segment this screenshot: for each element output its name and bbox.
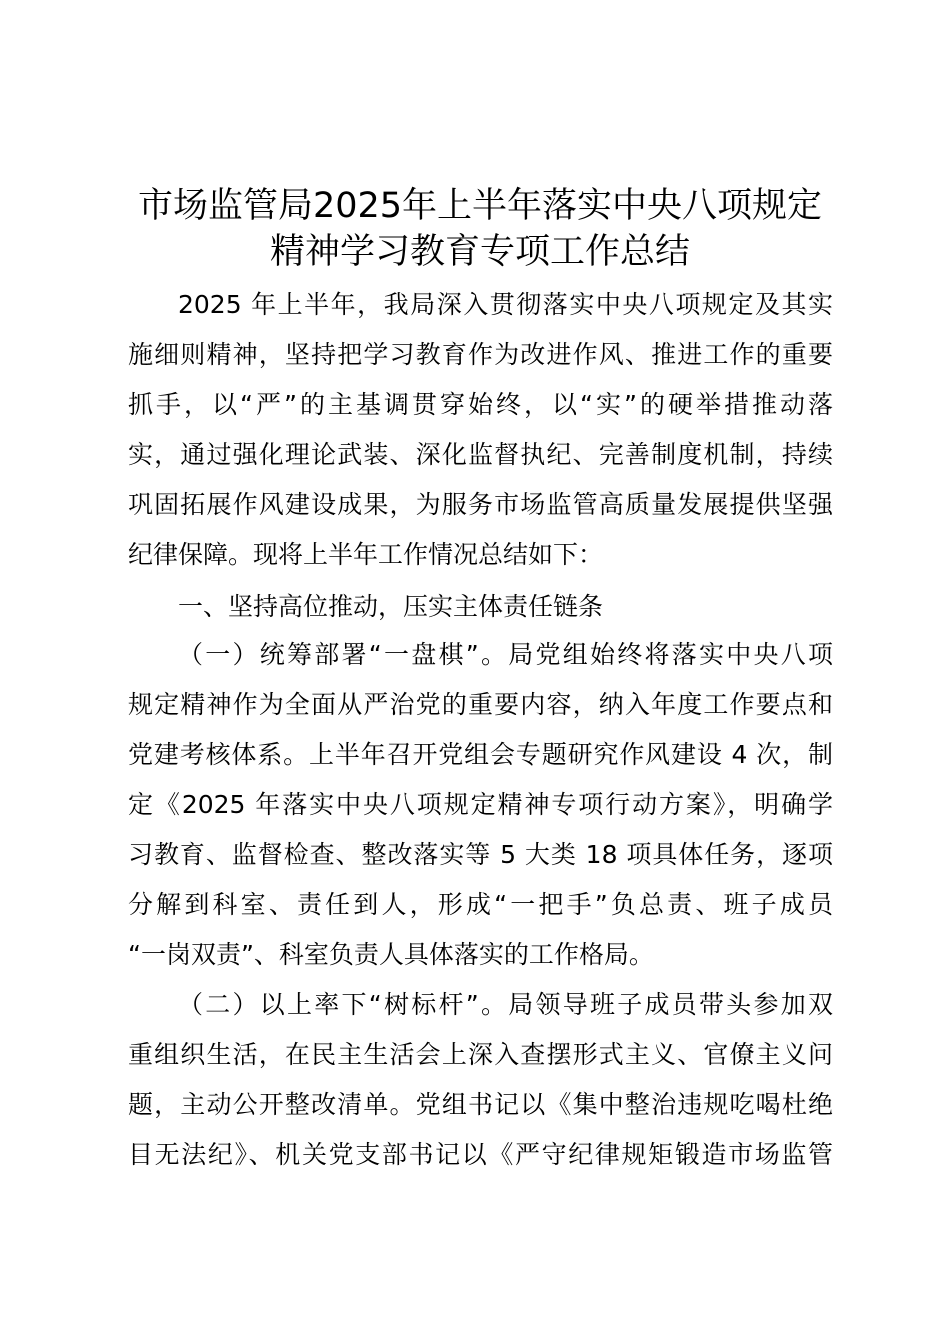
paragraph-2-line-3: 题，主动公开整改清单。党组书记以《集中整治违规吃喝杜绝 xyxy=(128,1090,833,1119)
paragraph-intro-line-2: 施细则精神，坚持把学习教育作为改进作风、推进工作的重要 xyxy=(128,340,833,369)
paragraph-1-line-4: 定《2025 年落实中央八项规定精神专项行动方案》，明确学 xyxy=(128,790,833,819)
paragraph-1-line-6: 分解到科室、责任到人，形成“一把手”负总责、班子成员 xyxy=(128,890,833,919)
paragraph-1-line-5: 习教育、监督检查、整改落实等 5 大类 18 项具体任务，逐项 xyxy=(128,840,833,869)
paragraph-intro-line-1: 2025 年上半年，我局深入贯彻落实中央八项规定及其实 xyxy=(178,290,833,319)
paragraph-2-line-4: 目无法纪》、机关党支部书记以《严守纪律规矩锻造市场监管 xyxy=(128,1140,833,1169)
document-title-line-2: 精神学习教育专项工作总结 xyxy=(269,232,690,272)
paragraph-1-line-3: 党建考核体系。上半年召开党组会专题研究作风建设 4 次，制 xyxy=(128,740,833,769)
paragraph-2-line-2: 重组织生活，在民主生活会上深入查摆形式主义、官僚主义问 xyxy=(128,1040,833,1069)
paragraph-intro-line-4: 实，通过强化理论武装、深化监督执纪、完善制度机制，持续 xyxy=(128,440,833,469)
paragraph-2-line-1: （二）以上率下“树标杆”。局领导班子成员带头参加双 xyxy=(178,990,833,1019)
paragraph-intro-line-3: 抓手，以“严”的主基调贯穿始终，以“实”的硬举措推动落 xyxy=(128,390,833,419)
paragraph-1-line-1: （一）统筹部署“一盘棋”。局党组始终将落实中央八项 xyxy=(178,640,833,669)
paragraph-intro-line-5: 巩固拓展作风建设成果，为服务市场监管高质量发展提供坚强 xyxy=(128,490,833,519)
paragraph-1-line-7: “一岗双责”、科室负责人具体落实的工作格局。 xyxy=(128,940,654,969)
section-heading-1: 一、坚持高位推动，压实主体责任链条 xyxy=(178,592,604,621)
document-title-line-1: 市场监管局2025年上半年落实中央八项规定 xyxy=(137,186,823,226)
paragraph-intro-line-6: 纪律保障。现将上半年工作情况总结如下： xyxy=(128,540,604,569)
paragraph-1-line-2: 规定精神作为全面从严治党的重要内容，纳入年度工作要点和 xyxy=(128,690,833,719)
